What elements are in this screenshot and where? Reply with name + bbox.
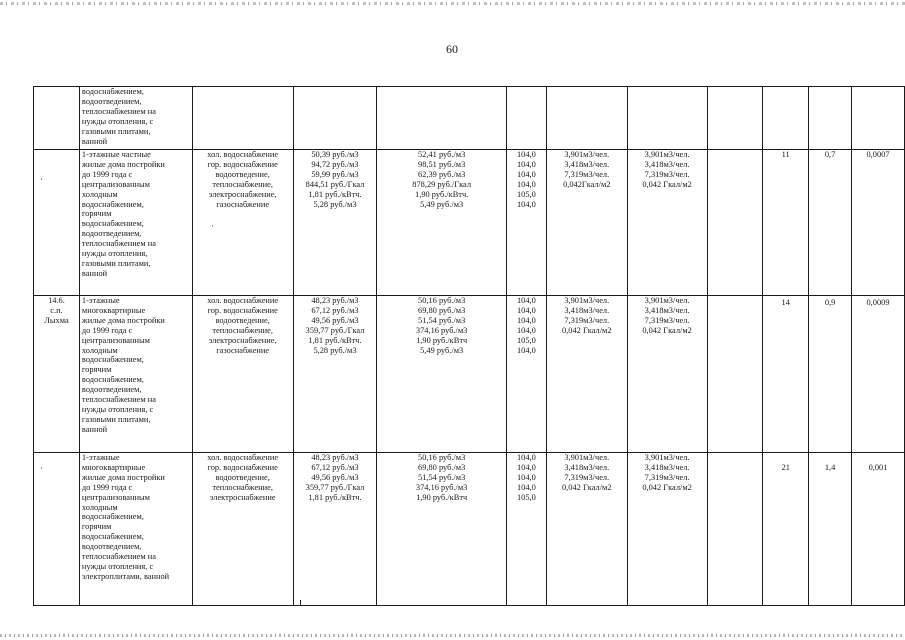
tariff-current: 48,23 руб./м3 67,12 руб./м3 49,56 руб./м3 359,77 руб./Гкал 1,81 руб./кВтч. xyxy=(293,453,377,606)
value-share: 0,0007 xyxy=(852,150,905,296)
value-count: 21 xyxy=(763,453,809,606)
value-count: 11 xyxy=(763,150,809,296)
consumption-norm-current xyxy=(546,87,627,150)
tariff-index: 104,0 104,0 104,0 104,0 105,0 xyxy=(506,453,546,606)
value-amount: 0,9 xyxy=(809,296,852,453)
utility-services: хол. водоснабжение гор. водоснабжение водоотведение, теплоснабжение, электроснабжение, газоснабжение xyxy=(192,150,293,296)
tariff-index: 104,0 104,0 104,0 104,0 105,0 104,0 xyxy=(506,296,546,453)
row-number xyxy=(34,453,80,606)
table-row xyxy=(34,87,905,150)
tariff-current: 50,39 руб./м3 94,72 руб./м3 59,99 руб./м3 844,51 руб./Гкал 1,81 руб./кВтч. 5,28 руб./м3 xyxy=(293,150,377,296)
tariff-new: 52,41 руб./м3 98,51 руб./м3 62,39 руб./м3 878,29 руб./Гкал 1,90 руб./кВтч. 5,49 руб./м3 xyxy=(377,150,507,296)
tariff-new: 50,16 руб./м3 69,80 руб./м3 51,54 руб./м3 374,16 руб./м3 1,90 руб./кВтч 5,49 руб./м3 xyxy=(377,296,507,453)
housing-category: 1-этажные многоквартирные жилые дома постройки до 1999 года с централизованным холодным водоснабжением, горячим водоснабжением, водоотведением, теплоснабжением на нужды отопления, с электроплитами, ванной xyxy=(79,453,192,606)
blank-cell xyxy=(707,87,763,150)
value-count xyxy=(763,87,809,150)
tariff-current xyxy=(293,87,377,150)
consumption-norm-new: 3,901м3/чел. 3,418м3/чел. 7,319м3/чел. 0,042 Гкал/м2 xyxy=(627,453,707,606)
scan-dot-mark: · xyxy=(40,463,43,473)
table-row xyxy=(34,296,905,453)
scan-edge-bottom xyxy=(0,634,905,637)
tariff-new xyxy=(377,87,507,150)
scan-dot-mark: · xyxy=(40,174,43,184)
housing-category: 1-этажные частные жилые дома постройки до 1999 года с централизованным холодным водоснабжением, горячим водоснабжением, водоотведением, теплоснабжением на нужды отопления, газовыми плитами, ванной xyxy=(79,150,192,296)
value-share: 0,001 xyxy=(852,453,905,606)
consumption-norm-current: 3,901м3/чел. 3,418м3/чел. 7,319м3/чел. 0,042 Гкал/м2 xyxy=(546,453,627,606)
value-amount xyxy=(809,87,852,150)
value-amount: 0,7 xyxy=(809,150,852,296)
row-number xyxy=(34,150,80,296)
tariff-index xyxy=(506,87,546,150)
page-number: 60 xyxy=(446,42,458,56)
scan-tick-mark xyxy=(300,600,301,606)
table-row xyxy=(34,150,905,296)
consumption-norm-new: 3,901м3/чел. 3,418м3/чел. 7,319м3/чел. 0,042 Гкал/м2 xyxy=(627,296,707,453)
blank-cell xyxy=(707,453,763,606)
housing-category: водоснабжением, водоотведением, теплоснабжением на нужды отопления, с газовыми плитами, ванной xyxy=(79,87,192,150)
tariff-new: 50,16 руб./м3 69,80 руб./м3 51,54 руб./м3 374,16 руб./м3 1,90 руб./кВтч xyxy=(377,453,507,606)
utility-services: хол. водоснабжение гор. водоснабжение водоотведение, теплоснабжение, электроснабжение xyxy=(192,453,293,606)
consumption-norm-current: 3,901м3/чел. 3,418м3/чел. 7,319м3/чел. 0,042 Гкал/м2 xyxy=(546,296,627,453)
blank-cell xyxy=(707,150,763,296)
consumption-norm-new: 3,901м3/чел. 3,418м3/чел. 7,319м3/чел. 0,042 Гкал/м2 xyxy=(627,150,707,296)
row-number xyxy=(34,87,80,150)
value-share: 0,0009 xyxy=(852,296,905,453)
consumption-norm-current: 3,901м3/чел. 3,418м3/чел. 7,319м3/чел. 0,042Гкал/м2 xyxy=(546,150,627,296)
row-number: 14.6. с.п. Лыхма xyxy=(34,296,80,453)
utility-services: хол. водоснабжение гор. водоснабжение водоотведение, теплоснабжение, электроснабжение, газоснабжение xyxy=(192,296,293,453)
tariff-current: 48,23 руб./м3 67,12 руб./м3 49,56 руб./м3 359,77 руб./Гкал 1,81 руб./кВтч. 5,28 руб./м3 xyxy=(293,296,377,453)
scan-dot-mark: · xyxy=(211,221,214,231)
tariff-index: 104,0 104,0 104,0 104,0 105,0 104,0 xyxy=(506,150,546,296)
tariff-table xyxy=(33,86,905,606)
utility-services xyxy=(192,87,293,150)
blank-cell xyxy=(707,296,763,453)
housing-category: 1-этажные многоквартирные жилые дома постройки до 1999 года с централизованным холодным водоснабжением, горячим водоснабжением, водоотведением, теплоснабжением на нужды отопления, с газовыми плитами, ванной xyxy=(79,296,192,453)
scan-edge-top xyxy=(0,2,905,5)
consumption-norm-new xyxy=(627,87,707,150)
value-share xyxy=(852,87,905,150)
value-count: 14 xyxy=(763,296,809,453)
table-row xyxy=(34,453,905,606)
value-amount: 1,4 xyxy=(809,453,852,606)
